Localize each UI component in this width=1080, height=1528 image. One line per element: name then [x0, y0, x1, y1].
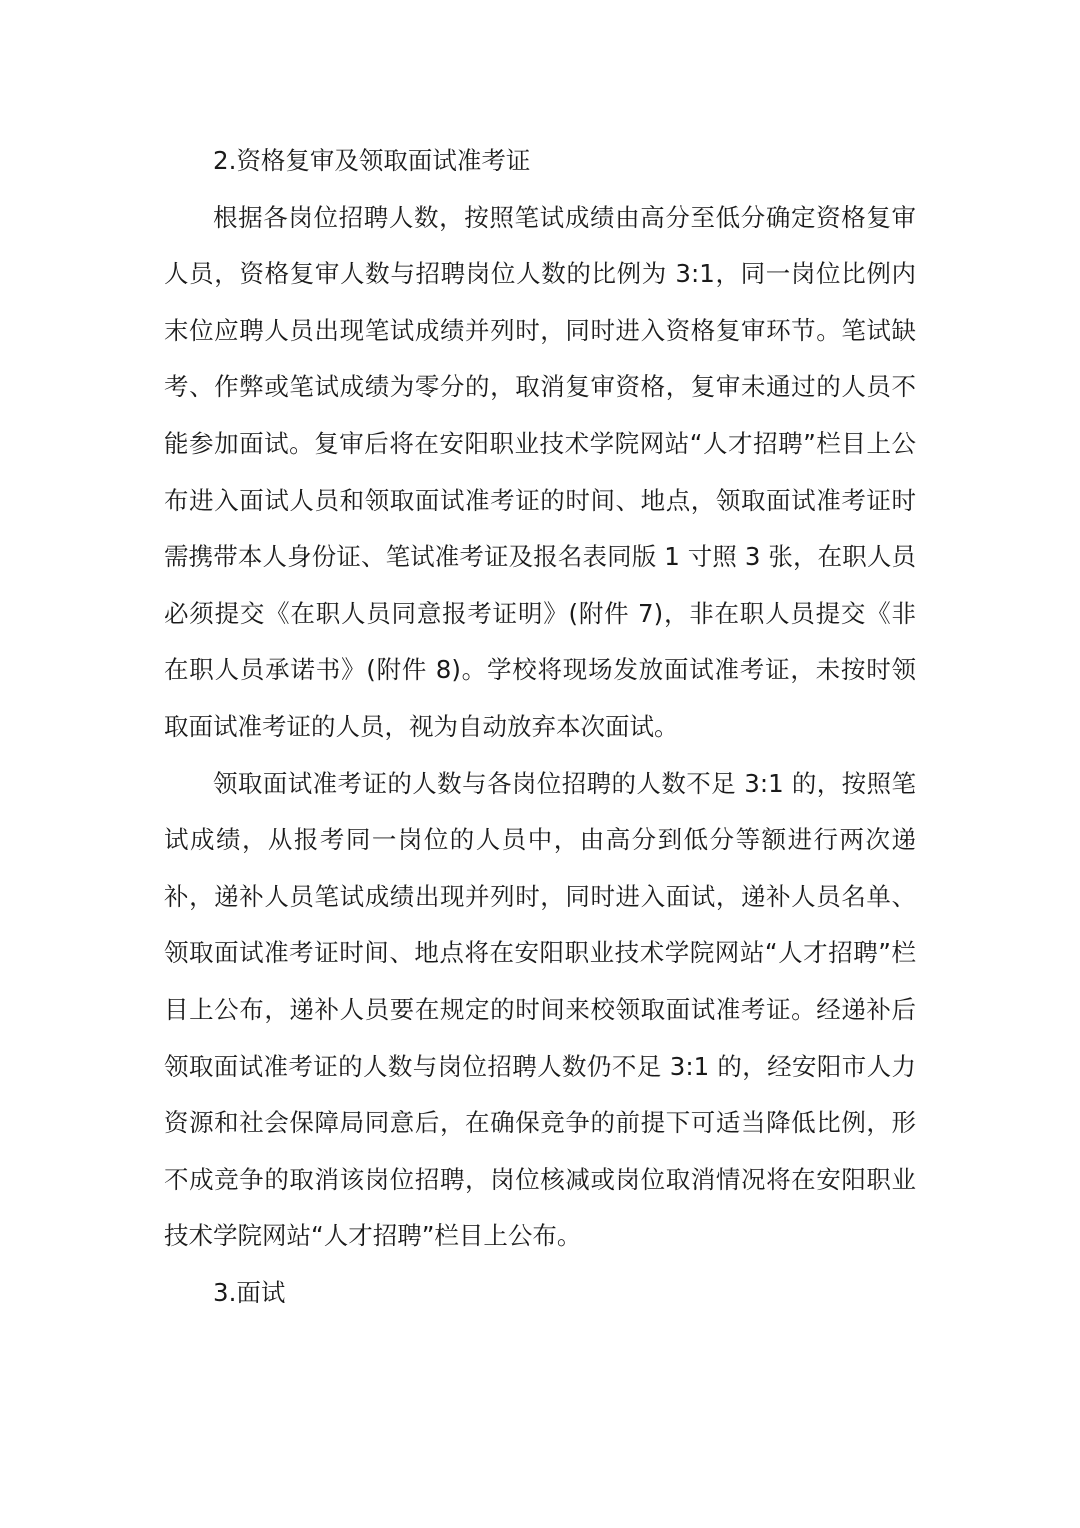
document-body: [164, 133, 916, 1321]
section-2-heading: 2.资格复审及领取面试准考证: [213, 146, 531, 175]
section-3-heading: 3.面试: [213, 1277, 286, 1307]
paragraph-qualification-review: 根据各岗位招聘人数，按照笔试成绩由高分至低分确定资格复审人员，资格复审人数与招聘岗位人数的比例为 3:1，同一岗位比例内末位应聘人员出现笔试成绩并列时，同时进入资格复审环节。笔试缺考、作弊或笔试成绩为零分的，取消复审资格，复审未通过的人员不能参加面试。复审后将在安阳职业技术学院网站“人才招聘”栏目上公布进入面试人员和领取面试准考证的时间、地点，领取面试准考证时需携带本人身份证、笔试准考证及报名表同版 1 寸照 3 张，在职人员必须提交《在职人员同意报考证明》(附件 7)，非在职人员提交《非在职人员承诺书》(附件 8)。学校将现场发放面试准考证，未按时领取面试准考证的人员，视为自动放弃本次面试。: [164, 202, 916, 741]
paragraph-supplementary-candidates: 领取面试准考证的人数与各岗位招聘的人数不足 3:1 的，按照笔试成绩，从报考同一岗位的人员中，由高分到低分等额进行两次递补，递补人员笔试成绩出现并列时，同时进入面试，递补人员名单、领取面试准考证时间、地点将在安阳职业技术学院网站“人才招聘”栏目上公布，递补人员要在规定的时间来校领取面试准考证。经递补后领取面试准考证的人数与岗位招聘人数仍不足 3:1 的，经安阳市人力资源和社会保障局同意后，在确保竞争的前提下可适当降低比例，形不成竞争的取消该岗位招聘，岗位核减或岗位取消情况将在安阳职业技术学院网站“人才招聘”栏目上公布。: [164, 768, 916, 1251]
